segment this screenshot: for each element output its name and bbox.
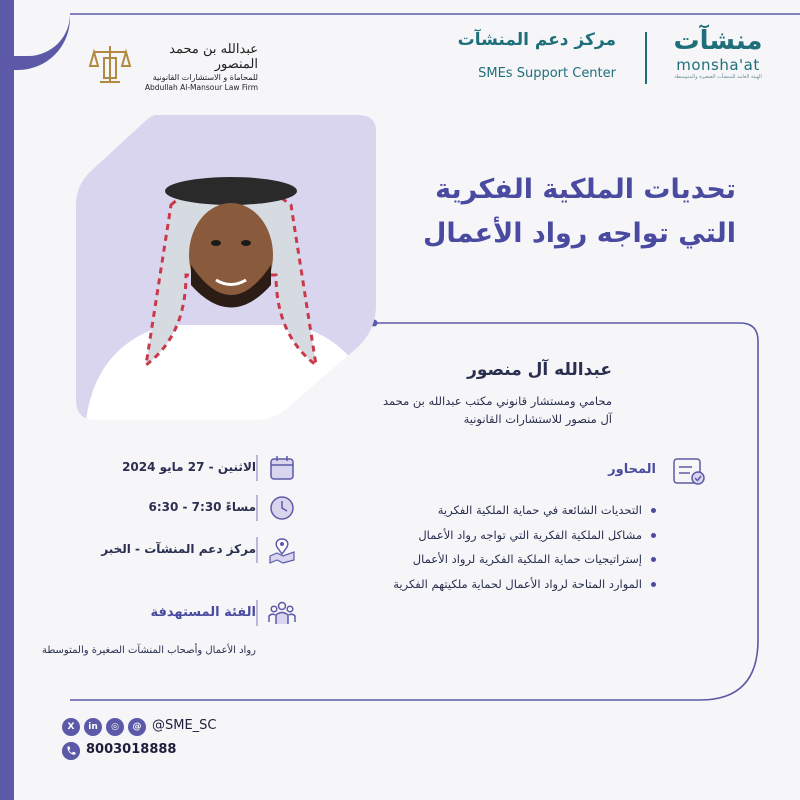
- brand-name-ar: منشآت: [673, 26, 763, 56]
- audience-text: رواد الأعمال وأصحاب المنشآت الصغيرة والمتوسطة: [41, 645, 256, 656]
- checklist-icon: [672, 454, 706, 488]
- meta-separator: [256, 537, 258, 563]
- center-title-ar: مركز دعم المنشآت: [457, 30, 616, 50]
- phone-icon: [62, 742, 80, 760]
- axes-title: المحاور: [608, 462, 656, 477]
- list-item: الموارد المتاحة لرواد الأعمال لحماية ملكيتهم الفكرية: [336, 572, 656, 597]
- partner-name-en: Abdullah Al-Mansour Law Firm: [144, 83, 258, 92]
- linkedin-icon[interactable]: in: [84, 718, 102, 736]
- event-headline: [356, 168, 736, 256]
- list-item: إستراتيجيات حماية الملكية الفكرية لرواد الأعمال: [336, 547, 656, 572]
- event-time: 6:30 - 7:30 مساءً: [148, 500, 256, 514]
- speaker-role: [252, 392, 612, 428]
- brand-name-en: monsha'at: [676, 56, 760, 74]
- speaker-photo: [76, 115, 386, 420]
- map-pin-icon: [268, 536, 296, 564]
- instagram-icon[interactable]: ◎: [106, 718, 124, 736]
- headline-line-2: التي تواجه رواد الأعمال: [423, 218, 736, 249]
- threads-icon[interactable]: @: [128, 718, 146, 736]
- x-icon[interactable]: X: [62, 718, 80, 736]
- list-item: التحديات الشائعة في حماية الملكية الفكرية: [336, 498, 656, 523]
- brand-subtitle: الهيئة العامة للمنشآت الصغيرة والمتوسطة: [674, 74, 762, 80]
- partner-name-ar: عبدالله بن محمد المنصور: [169, 42, 258, 72]
- center-title-en: SMEs Support Center: [478, 66, 616, 81]
- headline-line-1: تحديات الملكية الفكرية: [435, 174, 736, 205]
- axes-list: [336, 498, 656, 596]
- calendar-icon: [268, 454, 296, 482]
- event-date: الاثنين - 27 مايو 2024: [122, 460, 256, 474]
- partner-logo: [86, 40, 258, 92]
- partner-subtitle-ar: للمحاماة و الاستشارات القانونية: [152, 73, 258, 82]
- speaker-role-line-1: محامي ومستشار قانوني مكتب عبدالله بن محمد: [383, 394, 612, 408]
- header-divider: [645, 32, 647, 84]
- audience-title: الفئة المستهدفة: [150, 605, 256, 620]
- monshaat-logo: [668, 26, 768, 81]
- phone-number[interactable]: 8003018888: [86, 742, 177, 757]
- meta-separator: [256, 455, 258, 481]
- social-handle[interactable]: @SME_SC: [152, 718, 217, 733]
- meta-separator: [256, 495, 258, 521]
- people-icon: [268, 598, 296, 626]
- scales-of-justice-icon: [86, 40, 134, 88]
- speaker-role-line-2: آل منصور للاستشارات القانونية: [463, 412, 612, 426]
- list-item: مشاكل الملكية الفكرية التي تواجه رواد الأعمال: [336, 523, 656, 548]
- event-location: مركز دعم المنشآت - الخبر: [101, 542, 256, 556]
- meta-separator: [256, 600, 258, 626]
- clock-icon: [268, 494, 296, 522]
- speaker-name: عبدالله آل منصور: [467, 360, 612, 380]
